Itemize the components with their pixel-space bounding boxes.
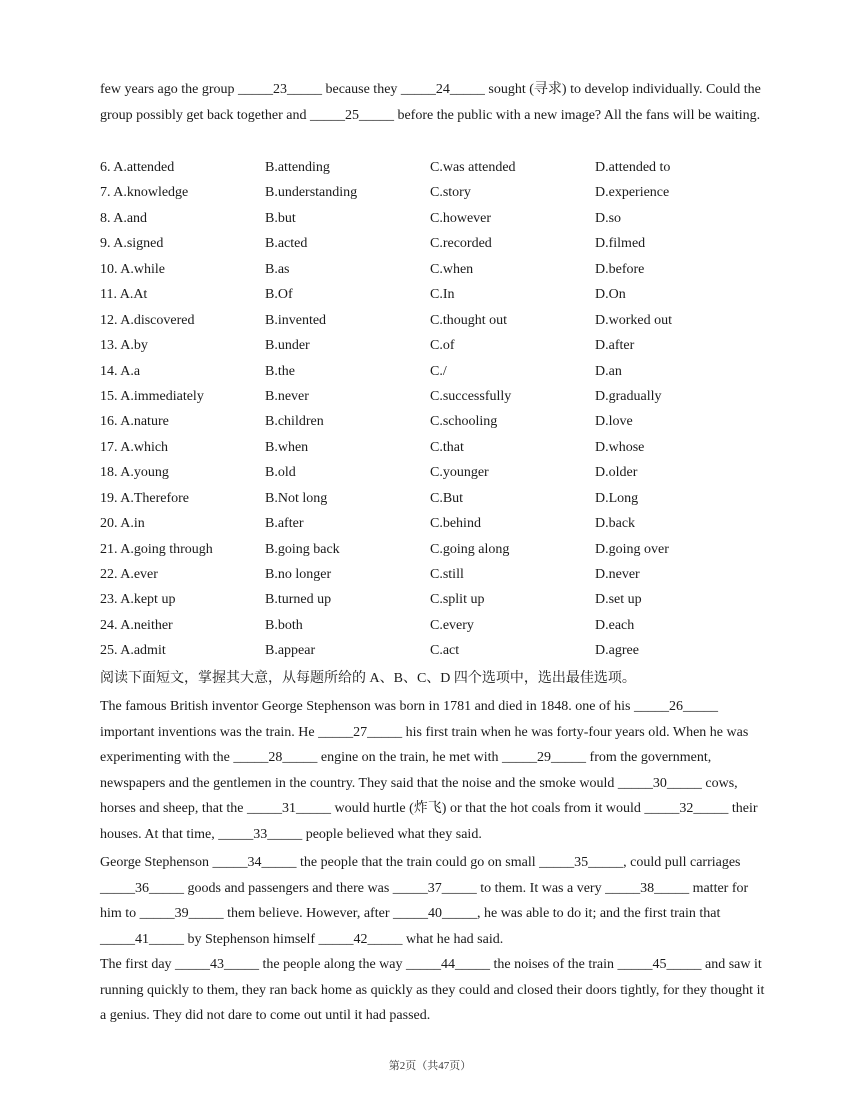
option-row — [100, 460, 780, 485]
option-row — [100, 231, 780, 256]
option-a: 6. A.attended — [100, 160, 175, 175]
option-d: D.love — [595, 414, 633, 430]
option-b: B.under — [265, 338, 310, 354]
option-b: B.invented — [265, 312, 327, 328]
option-b: B.no longer — [265, 567, 332, 582]
option-b: B.children — [265, 414, 324, 430]
passage-paragraph: few years ago the group _____23_____ because they _____24_____ sought (寻求) to develop individually. Could the group possibly get back together and _____25_____ before the public with a new image? All the fans will be waiting. — [100, 82, 761, 123]
option-c: C.But — [430, 490, 464, 506]
option-c: C.younger — [430, 465, 489, 481]
option-a: 7. A.knowledge — [100, 185, 189, 201]
option-d: D.each — [595, 617, 635, 633]
option-a: 12. A.discovered — [100, 312, 195, 328]
option-b: B.appear — [265, 643, 316, 659]
option-row — [100, 308, 780, 333]
option-row — [100, 613, 780, 638]
option-d: D.going over — [595, 541, 669, 557]
option-c: C.schooling — [430, 414, 498, 430]
option-row — [100, 435, 780, 460]
option-a: 19. A.Therefore — [100, 490, 190, 506]
option-b: B.after — [265, 516, 304, 532]
option-b: B.Not long — [265, 490, 328, 506]
option-b: B.understanding — [265, 185, 358, 201]
option-c: C.when — [430, 261, 474, 277]
passage-paragraph: George Stephenson _____34_____ the people that the train could go on small _____35_____, could pull carriages _____36_____ goods and passengers and there was _____37_____ to them. It was a very _____38_____ matter for him to _____39_____ them believe. However, after _____40_____, he was able to do it; and the first train that _____41_____ by Stephenson himself _____42_____ what he had said. — [100, 855, 749, 947]
option-c: C.behind — [430, 516, 481, 532]
option-b: B.when — [265, 439, 309, 455]
option-d: D.never — [595, 567, 640, 582]
option-c: C.In — [430, 287, 455, 303]
option-row — [100, 155, 780, 180]
option-d: D.worked out — [595, 312, 672, 328]
option-c: C.that — [430, 439, 464, 455]
option-d: D.whose — [595, 439, 645, 455]
option-a: 10. A.while — [100, 261, 165, 277]
option-a: 23. A.kept up — [100, 592, 176, 608]
option-row — [100, 587, 780, 612]
section-instruction: 阅读下面短文，掌握其大意，从每题所给的 A、B、C、D 四个选项中，选出最佳选项。 — [100, 671, 636, 686]
option-a: 24. A.neither — [100, 617, 173, 633]
option-d: D.gradually — [595, 388, 662, 404]
option-c: C.every — [430, 617, 474, 633]
option-row — [100, 359, 780, 384]
option-d: D.so — [595, 210, 622, 226]
option-row — [100, 282, 780, 307]
option-a: 11. A.At — [100, 287, 148, 303]
option-b: B.but — [265, 210, 296, 226]
option-row — [100, 409, 780, 434]
option-d: D.filmed — [595, 236, 646, 252]
option-a: 22. A.ever — [100, 567, 158, 582]
option-b: B.attending — [265, 160, 330, 175]
option-b: B.old — [265, 465, 296, 481]
option-a: 21. A.going through — [100, 541, 213, 557]
option-d: D.agree — [595, 643, 639, 659]
option-b: B.turned up — [265, 592, 332, 608]
option-a: 15. A.immediately — [100, 388, 204, 404]
option-row — [100, 333, 780, 358]
option-row — [100, 180, 780, 205]
option-a: 14. A.a — [100, 363, 141, 379]
option-d: D.On — [595, 287, 626, 303]
option-c: C.split up — [430, 592, 485, 608]
option-a: 18. A.young — [100, 465, 169, 481]
option-c: C.recorded — [430, 236, 492, 252]
option-c: C.however — [430, 210, 492, 226]
option-b: B.both — [265, 617, 303, 633]
option-c: C.of — [430, 338, 455, 354]
option-a: 20. A.in — [100, 516, 145, 532]
option-d: D.Long — [595, 490, 639, 506]
option-c: C.was attended — [430, 160, 516, 175]
option-d: D.older — [595, 465, 638, 481]
option-d: D.set up — [595, 592, 642, 608]
option-a: 17. A.which — [100, 439, 169, 455]
option-c: C.story — [430, 185, 471, 201]
option-d: D.after — [595, 338, 635, 354]
option-c: C.going along — [430, 541, 510, 557]
option-b: B.as — [265, 261, 290, 277]
option-a: 8. A.and — [100, 210, 148, 226]
options-list — [100, 155, 780, 664]
option-row — [100, 562, 780, 587]
option-row — [100, 257, 780, 282]
option-d: D.back — [595, 516, 636, 532]
option-d: D.before — [595, 261, 645, 277]
option-row — [100, 511, 780, 536]
option-c: C.successfully — [430, 388, 512, 404]
option-d: D.attended to — [595, 160, 671, 175]
option-b: B.the — [265, 363, 295, 379]
option-b: B.acted — [265, 236, 308, 252]
page-footer: 第2页（共47页） — [388, 1060, 472, 1072]
option-c: C./ — [430, 363, 447, 379]
option-b: B.Of — [265, 287, 293, 303]
option-a: 25. A.admit — [100, 643, 166, 659]
option-row — [100, 206, 780, 231]
option-c: C.act — [430, 643, 460, 659]
option-b: B.never — [265, 388, 309, 404]
passage-paragraph: The first day _____43_____ the people along the way _____44_____ the noises of the train _____45_____ and saw it running quickly to them, they ran back home as quickly as they could and closed their doors tightly, for they thought it a genius. They did not dare to come out until it had passed. — [100, 957, 765, 1024]
option-row — [100, 384, 780, 409]
option-d: D.an — [595, 363, 622, 379]
passage-paragraph: The famous British inventor George Stephenson was born in 1781 and died in 1848. one of his _____26_____ important inventions was the train. He _____27_____ his first train when he was forty-four years old. When he was experimenting with the _____28_____ engine on the train, he met with _____29_____ from the government, newspapers and the gentlemen in the country. They said that the noise and the smoke would _____30_____ cows, horses and sheep, that the _____31_____ would hurtle (炸飞) or that the hot coals from it would _____32_____ their houses. At that time, _____33_____ people believed what they said. — [100, 699, 758, 842]
option-a: 16. A.nature — [100, 414, 169, 430]
option-a: 13. A.by — [100, 338, 148, 354]
option-row — [100, 537, 780, 562]
option-row — [100, 638, 780, 663]
option-d: D.experience — [595, 185, 670, 201]
option-c: C.thought out — [430, 312, 508, 328]
option-c: C.still — [430, 567, 464, 582]
option-row — [100, 486, 780, 511]
option-a: 9. A.signed — [100, 236, 164, 252]
option-b: B.going back — [265, 541, 340, 557]
